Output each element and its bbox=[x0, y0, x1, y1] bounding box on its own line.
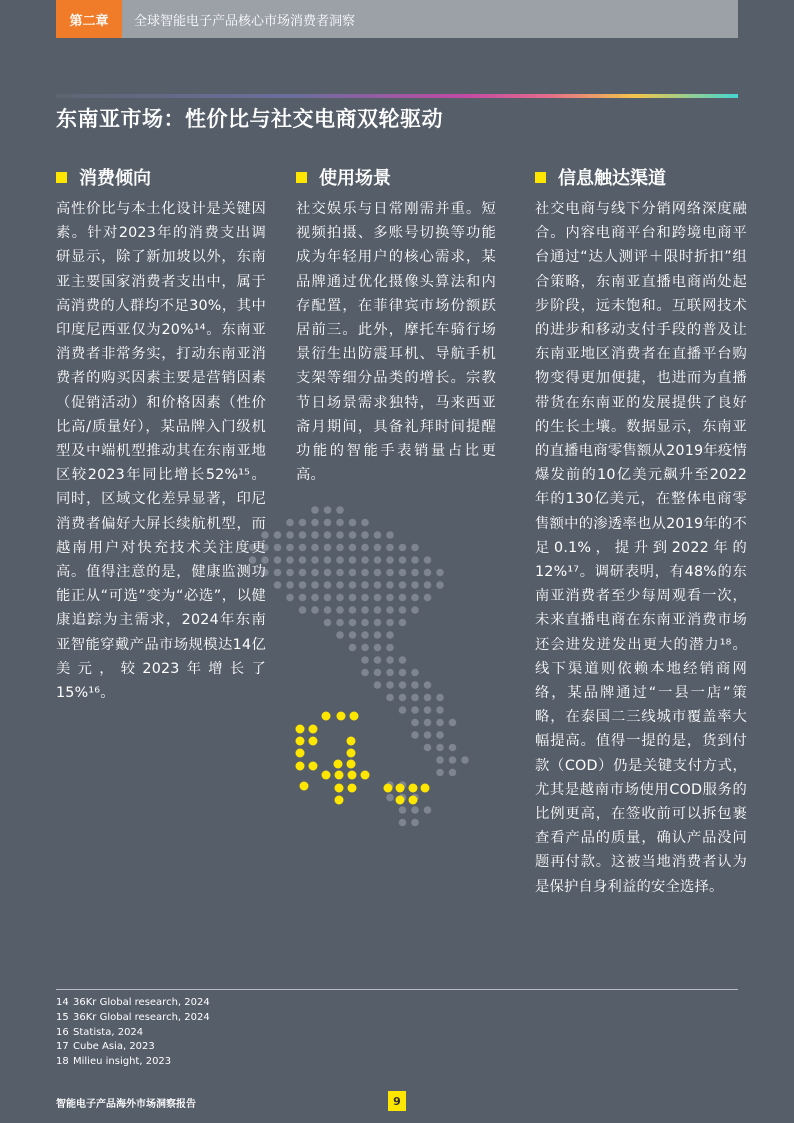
map-dot bbox=[286, 556, 294, 564]
map-dot bbox=[361, 544, 369, 552]
map-dot bbox=[424, 556, 432, 564]
map-dot bbox=[336, 581, 344, 589]
yellow-square-icon bbox=[535, 172, 546, 183]
map-dot bbox=[311, 606, 319, 614]
column-channels bbox=[535, 163, 747, 899]
map-dot bbox=[311, 581, 319, 589]
map-dot bbox=[374, 544, 382, 552]
map-dot bbox=[399, 819, 407, 827]
map-dot bbox=[424, 581, 432, 589]
map-dot bbox=[336, 619, 344, 627]
map-dot bbox=[411, 669, 419, 677]
map-dot bbox=[386, 594, 394, 602]
column-heading bbox=[56, 163, 266, 191]
map-dot bbox=[299, 544, 307, 552]
map-highlight-dot bbox=[296, 725, 305, 734]
map-dot bbox=[324, 619, 332, 627]
map-dot bbox=[361, 531, 369, 539]
map-dot bbox=[374, 644, 382, 652]
map-dot bbox=[386, 631, 394, 639]
chapter-tag: 第二章 bbox=[56, 0, 122, 38]
map-highlight-dot bbox=[337, 712, 346, 721]
map-dot bbox=[424, 719, 432, 727]
map-dot bbox=[324, 531, 332, 539]
map-dot bbox=[386, 531, 394, 539]
map-highlight-dot bbox=[409, 784, 418, 793]
map-dot bbox=[336, 569, 344, 577]
footnote bbox=[56, 1055, 210, 1070]
map-dot bbox=[311, 519, 319, 527]
map-dot bbox=[411, 681, 419, 689]
footnote bbox=[56, 1011, 210, 1026]
map-dot bbox=[424, 569, 432, 577]
map-dot bbox=[424, 744, 432, 752]
map-dot bbox=[374, 531, 382, 539]
map-dot bbox=[361, 556, 369, 564]
map-highlight-dot bbox=[334, 760, 343, 769]
map-dot bbox=[411, 594, 419, 602]
map-dot bbox=[299, 606, 307, 614]
map-dot bbox=[349, 581, 357, 589]
footnotes bbox=[56, 996, 210, 1070]
map-dot bbox=[411, 581, 419, 589]
map-dot bbox=[349, 531, 357, 539]
map-dot bbox=[299, 594, 307, 602]
map-highlight-dot bbox=[335, 784, 344, 793]
footnote-divider bbox=[56, 989, 738, 990]
map-dot bbox=[274, 531, 282, 539]
footnote bbox=[56, 1040, 210, 1055]
map-highlight-dot bbox=[309, 762, 318, 771]
map-highlight-dot bbox=[300, 782, 309, 791]
footnote-number: 15 bbox=[56, 1011, 69, 1023]
map-dot bbox=[311, 506, 319, 514]
map-dot bbox=[399, 556, 407, 564]
map-dot bbox=[286, 581, 294, 589]
map-dot bbox=[436, 756, 444, 764]
map-dot bbox=[336, 556, 344, 564]
map-dot bbox=[286, 531, 294, 539]
map-highlight-dot bbox=[347, 760, 356, 769]
map-dot bbox=[399, 656, 407, 664]
chapter-title: 全球智能电子产品核心市场消费者洞察 bbox=[134, 13, 356, 29]
column-body: 高性价比与本土化设计是关键因素。针对2023年的消费支出调研显示，除了新加坡以外，东南亚主要国家消费者支出中，属于高消费的人群均不足30%，其中印度尼西亚仅为20%¹⁴。东南亚消费者非常务实，打动东南亚消费者的购买因素主要是营销因素（促销活动）和价格因素（性价比高/质量好），某品牌入门级机型及中端机型推动其在东南亚地区较2023年同比增长52%¹⁵。同时，区域文化差异显著，印尼消费者偏好大屏长续航机型，而越南用户对快充技术关注度更高。值得注意的是，健康监测功能正从“可选”变为“必选”，以健康追踪为主需求，2024年东南亚智能穿戴产品市场规模达14亿美元，较2023年增长了15%¹⁶。 bbox=[56, 201, 266, 702]
map-dot bbox=[361, 519, 369, 527]
map-dot bbox=[311, 531, 319, 539]
map-dot bbox=[324, 569, 332, 577]
map-dot bbox=[386, 581, 394, 589]
map-dot bbox=[336, 594, 344, 602]
footer-report-name: 智能电子产品海外市场洞察报告 bbox=[56, 1099, 196, 1110]
map-dot bbox=[349, 544, 357, 552]
map-dot bbox=[411, 731, 419, 739]
map-dot bbox=[424, 694, 432, 702]
map-highlight-dot bbox=[350, 712, 359, 721]
map-dot bbox=[349, 594, 357, 602]
page-number: 9 bbox=[388, 1091, 406, 1111]
map-dot bbox=[449, 756, 457, 764]
map-dot bbox=[361, 619, 369, 627]
section-title: 东南亚市场：性价比与社交电商双轮驱动 bbox=[56, 107, 443, 131]
map-dot bbox=[361, 594, 369, 602]
map-dot bbox=[374, 631, 382, 639]
map-dot bbox=[299, 581, 307, 589]
map-dot bbox=[349, 519, 357, 527]
footnote-text: Milieu insight, 2023 bbox=[73, 1056, 172, 1068]
map-dot bbox=[349, 569, 357, 577]
map-dot bbox=[386, 794, 394, 802]
map-dot bbox=[324, 606, 332, 614]
map-dot bbox=[399, 569, 407, 577]
map-highlight-dot bbox=[348, 784, 357, 793]
column-heading-text: 信息触达渠道 bbox=[558, 168, 666, 189]
map-dot bbox=[374, 681, 382, 689]
map-dot bbox=[374, 556, 382, 564]
map-dot bbox=[274, 544, 282, 552]
map-dot bbox=[286, 519, 294, 527]
map-dot bbox=[324, 506, 332, 514]
map-dot bbox=[399, 681, 407, 689]
map-dot bbox=[449, 719, 457, 727]
map-dot bbox=[324, 581, 332, 589]
footnote-text: 36Kr Global research, 2024 bbox=[73, 1011, 210, 1023]
map-highlight-dot bbox=[384, 784, 393, 793]
map-dot bbox=[436, 694, 444, 702]
map-highlight-dot bbox=[335, 796, 344, 805]
map-dot bbox=[436, 569, 444, 577]
map-highlight-dot bbox=[296, 762, 305, 771]
map-dot bbox=[361, 606, 369, 614]
yellow-square-icon bbox=[296, 172, 307, 183]
footnote-number: 18 bbox=[56, 1056, 69, 1068]
map-dot bbox=[286, 569, 294, 577]
map-dot bbox=[399, 594, 407, 602]
map-dot bbox=[411, 606, 419, 614]
map-dot bbox=[274, 581, 282, 589]
column-usage bbox=[296, 163, 496, 487]
map-dot bbox=[424, 731, 432, 739]
map-dot bbox=[361, 656, 369, 664]
map-dot bbox=[299, 556, 307, 564]
map-dot bbox=[361, 631, 369, 639]
map-dot bbox=[374, 619, 382, 627]
map-highlight-dot bbox=[347, 749, 356, 758]
map-dot bbox=[324, 556, 332, 564]
footnote-number: 17 bbox=[56, 1041, 69, 1053]
map-dot bbox=[399, 669, 407, 677]
gradient-divider bbox=[56, 94, 738, 98]
top-header-bar bbox=[56, 0, 738, 38]
footnote-number: 14 bbox=[56, 997, 69, 1008]
map-dot bbox=[299, 519, 307, 527]
southeast-asia-dot-map-icon bbox=[230, 500, 490, 880]
map-dot bbox=[336, 631, 344, 639]
map-highlight-dot bbox=[296, 749, 305, 758]
map-dot bbox=[349, 644, 357, 652]
map-dot bbox=[399, 706, 407, 714]
map-dot bbox=[374, 606, 382, 614]
map-dot bbox=[311, 544, 319, 552]
map-dot bbox=[411, 706, 419, 714]
footnote-text: 36Kr Global research, 2024 bbox=[73, 997, 210, 1008]
map-dot bbox=[436, 706, 444, 714]
map-dot bbox=[286, 544, 294, 552]
map-dot bbox=[424, 706, 432, 714]
map-highlight-dot bbox=[335, 771, 344, 780]
column-heading-text: 使用场景 bbox=[319, 168, 391, 189]
map-dot bbox=[324, 519, 332, 527]
map-highlight-dot bbox=[361, 771, 370, 780]
footnote-text: Statista, 2024 bbox=[73, 1026, 144, 1038]
map-dot bbox=[299, 531, 307, 539]
map-dot bbox=[361, 581, 369, 589]
map-dot bbox=[374, 669, 382, 677]
map-dot bbox=[399, 581, 407, 589]
map-highlight-dot bbox=[296, 737, 305, 746]
column-heading bbox=[296, 163, 496, 191]
yellow-square-icon bbox=[56, 172, 67, 183]
map-dot bbox=[374, 581, 382, 589]
map-dot bbox=[361, 644, 369, 652]
map-dot bbox=[274, 569, 282, 577]
map-dot bbox=[386, 669, 394, 677]
map-highlight-dot bbox=[421, 784, 430, 793]
map-dot bbox=[374, 656, 382, 664]
map-dot bbox=[399, 544, 407, 552]
map-dot bbox=[311, 556, 319, 564]
map-dot bbox=[349, 606, 357, 614]
map-dot bbox=[324, 544, 332, 552]
map-dot bbox=[386, 694, 394, 702]
footnote bbox=[56, 1026, 210, 1041]
map-dot bbox=[386, 606, 394, 614]
map-dot bbox=[436, 769, 444, 777]
map-dot bbox=[436, 731, 444, 739]
map-dot bbox=[361, 569, 369, 577]
map-dot bbox=[349, 619, 357, 627]
column-heading-text: 消费倾向 bbox=[79, 168, 151, 189]
map-dot bbox=[336, 531, 344, 539]
map-dot bbox=[374, 594, 382, 602]
map-dot bbox=[311, 594, 319, 602]
map-highlight-dot bbox=[409, 796, 418, 805]
map-highlight-dot bbox=[322, 771, 331, 780]
map-dot bbox=[411, 556, 419, 564]
map-dot bbox=[399, 606, 407, 614]
map-highlight-dot bbox=[309, 725, 318, 734]
map-dot bbox=[386, 656, 394, 664]
map-dot bbox=[336, 506, 344, 514]
map-dot bbox=[424, 806, 432, 814]
column-consumption bbox=[56, 163, 266, 705]
map-highlight-dot bbox=[347, 737, 356, 746]
map-dot bbox=[349, 556, 357, 564]
footnote-text: Cube Asia, 2023 bbox=[73, 1041, 155, 1053]
column-heading bbox=[535, 163, 747, 191]
map-dot bbox=[386, 619, 394, 627]
map-dot bbox=[374, 569, 382, 577]
map-dot bbox=[424, 681, 432, 689]
map-dot bbox=[336, 544, 344, 552]
map-dot bbox=[411, 806, 419, 814]
map-dot bbox=[411, 544, 419, 552]
map-dot bbox=[449, 769, 457, 777]
map-highlight-dot bbox=[396, 784, 405, 793]
map-dot bbox=[324, 594, 332, 602]
column-body: 社交娱乐与日常刚需并重。短视频拍摄、多账号切换等功能成为年轻用户的核心需求，某品牌通过优化摄像头算法和内存配置，在菲律宾市场份额跃居前三。此外，摩托车骑行场景衍生出防震耳机、导航手机支架等细分品类的增长。宗教节日场景需求独特，马来西亚斋月期间，具备礼拜时间提醒功能的智能手表销量占比更高。 bbox=[296, 201, 496, 484]
map-dot bbox=[449, 744, 457, 752]
map-dot bbox=[399, 694, 407, 702]
map-highlight-dot bbox=[396, 796, 405, 805]
map-dot bbox=[386, 569, 394, 577]
map-dot bbox=[411, 819, 419, 827]
map-dot bbox=[386, 681, 394, 689]
map-dot bbox=[424, 594, 432, 602]
map-dot bbox=[411, 694, 419, 702]
map-dot bbox=[349, 631, 357, 639]
map-dot bbox=[299, 569, 307, 577]
map-dot bbox=[386, 644, 394, 652]
map-dot bbox=[386, 556, 394, 564]
column-body: 社交电商与线下分销网络深度融合。内容电商平台和跨境电商平台通过“达人测评＋限时折扣”组合策略，东南亚直播电商尚处起步阶段，远未饱和。互联网技术的进步和移动支付手段的普及让东南亚地区消费者在直播平台购物变得更加便捷，也进而为直播带货在东南亚的发展提供了良好的生长土壤。数据显示，东南亚的直播电商零售额从2019年疫情爆发前的10亿美元飙升至2022年的130亿美元，在整体电商零售额中的渗透率也从2019年的不足0.1%，提升到2022年的12%¹⁷。调研表明，有48%的东南亚消费者至少每周观看一次，未来直播电商在东南亚消费市场还会进发迸发出更大的潜力¹⁸。线下渠道则依赖本地经销商网络，某品牌通过“一县一店”策略，在泰国二三线城市覆盖率大幅提高。值得一提的是，货到付款（COD）仍是关键支付方式，尤其是越南市场使用COD服务的比例更高，在签收前可以拆包裹查看产品的质量，确认产品没问题再付款。这被当地消费者认为是保护自身利益的安全选择。 bbox=[535, 201, 747, 895]
map-dot bbox=[274, 556, 282, 564]
footnote-number: 16 bbox=[56, 1026, 69, 1038]
map-dot bbox=[411, 719, 419, 727]
map-dot bbox=[436, 719, 444, 727]
map-dot bbox=[336, 606, 344, 614]
map-highlight-dot bbox=[322, 712, 331, 721]
map-dot bbox=[386, 544, 394, 552]
map-dot bbox=[286, 594, 294, 602]
map-highlight-dot bbox=[309, 737, 318, 746]
map-dot bbox=[461, 756, 469, 764]
map-dot bbox=[399, 619, 407, 627]
footnote bbox=[56, 996, 210, 1011]
map-highlight-dot bbox=[348, 771, 357, 780]
map-dot bbox=[361, 669, 369, 677]
map-dot bbox=[336, 519, 344, 527]
map-dot bbox=[436, 744, 444, 752]
map-dot bbox=[411, 569, 419, 577]
map-dot bbox=[311, 569, 319, 577]
map-dot bbox=[399, 806, 407, 814]
map-dot bbox=[436, 581, 444, 589]
